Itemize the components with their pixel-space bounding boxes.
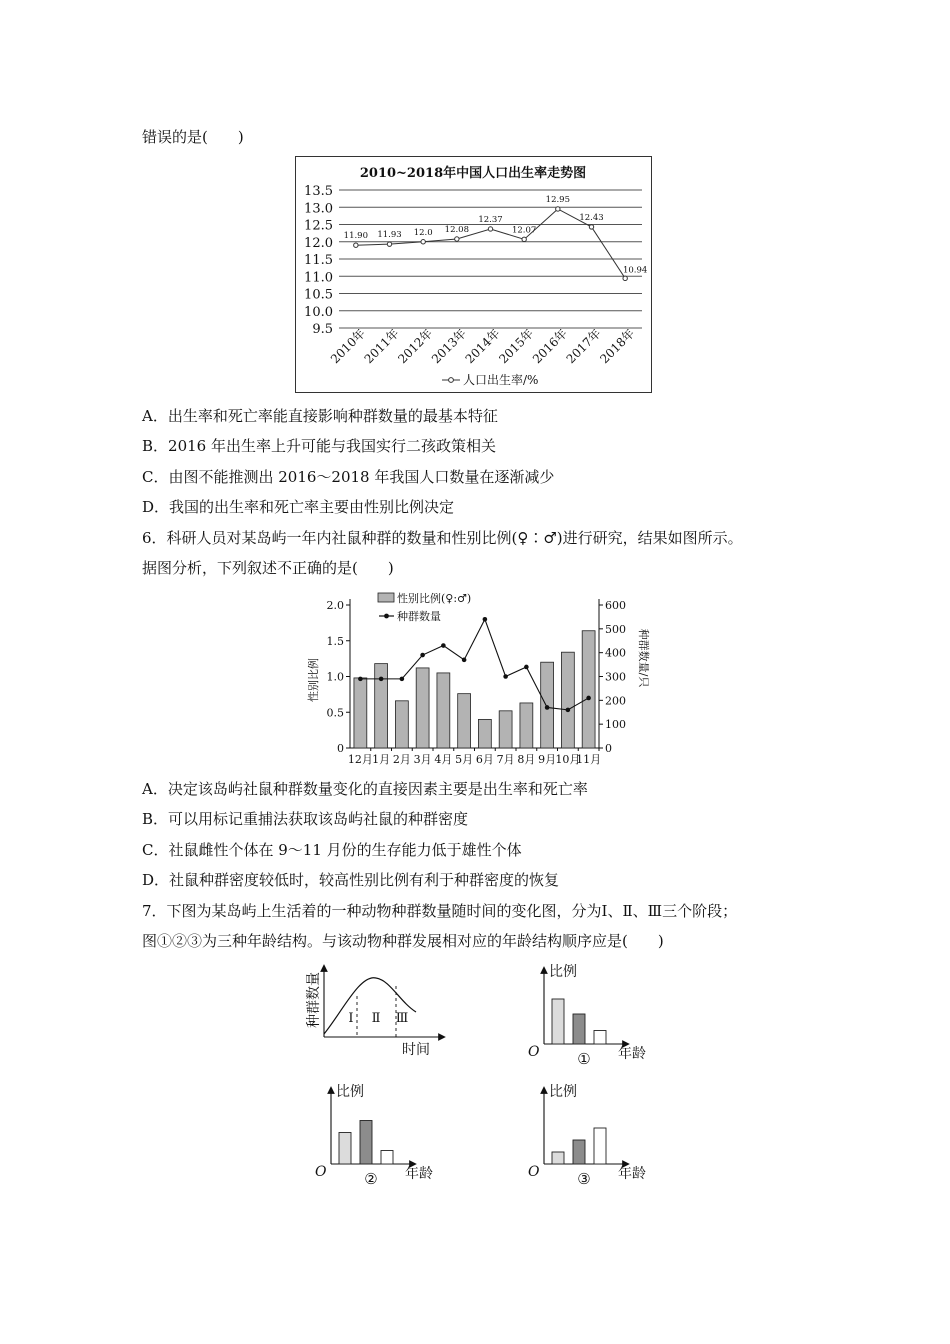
q5-option-b: B．2016 年出生率上升可能与我国实行二孩政策相关 <box>142 437 496 455</box>
y-tick-label: 13.0 <box>304 201 333 217</box>
data-point <box>387 242 391 246</box>
legend-bar-swatch <box>378 593 394 602</box>
population-point <box>586 696 591 701</box>
sex-ratio-bar <box>354 678 367 748</box>
y2-tick-label: 300 <box>605 670 626 684</box>
y-tick-label: 10.5 <box>304 287 333 303</box>
chart1-title: 2010~2018年中国人口出生率走势图 <box>359 166 587 181</box>
age-chart-label: ② <box>364 1170 378 1188</box>
origin-label: O <box>528 1044 540 1060</box>
stage-1-label: Ⅰ <box>348 1011 354 1026</box>
population-point <box>483 617 488 622</box>
chart2-legend-count: 种群数量 <box>397 610 441 623</box>
sex-ratio-bar <box>437 673 450 748</box>
data-point <box>421 240 425 244</box>
y-tick-label: 2.0 <box>326 599 344 612</box>
value-label: 12.37 <box>478 214 503 225</box>
age-group-bar <box>573 1014 585 1044</box>
x-tick-label: 8月 <box>517 753 536 766</box>
population-point <box>503 674 508 679</box>
y-tick-label: 9.5 <box>312 322 333 337</box>
x-tick-label: 2015年 <box>496 326 537 367</box>
age-xlabel: 年龄 <box>618 1166 646 1182</box>
y-tick-label: 0 <box>337 742 344 755</box>
age-xlabel: 年龄 <box>405 1166 433 1182</box>
stage-2-label: Ⅱ <box>371 1011 381 1026</box>
sex-ratio-bar <box>416 668 429 748</box>
curve-xlabel: 时间 <box>402 1042 430 1058</box>
age-group-bar <box>594 1031 606 1045</box>
data-point <box>522 237 526 241</box>
x-tick-label: 1月 <box>372 753 391 766</box>
value-label: 11.93 <box>377 230 402 241</box>
x-tick-label: 5月 <box>455 753 474 766</box>
q5-option-d: D．我国的出生率和死亡率主要由性别比例决定 <box>142 498 455 516</box>
y-tick-label: 12.0 <box>304 235 333 251</box>
origin-label: O <box>315 1164 327 1180</box>
q6-stem-line2: 据图分析，下列叙述不正确的是( ) <box>142 559 394 577</box>
x-tick-label: 2月 <box>392 753 411 766</box>
population-point <box>400 677 405 682</box>
value-label: 12.08 <box>444 224 470 235</box>
y-tick-label: 1.5 <box>326 634 344 648</box>
sex-ratio-bar <box>395 701 408 748</box>
data-point <box>455 237 459 241</box>
chart2-y2label: 种群数量/只 <box>637 628 650 688</box>
stage-3-label: Ⅲ <box>395 1011 409 1026</box>
x-tick-label: 2014年 <box>462 326 503 367</box>
q6-option-b: B．可以用标记重捕法获取该岛屿社鼠的种群密度 <box>142 810 469 828</box>
population-point <box>420 653 425 658</box>
x-tick-label: 12月 <box>347 753 373 766</box>
q6-option-c: C．社鼠雌性个体在 9～11 月份的生存能力低于雄性个体 <box>142 841 522 859</box>
value-label: 12.95 <box>545 194 571 205</box>
q7-stem-line1: 7．下图为某岛屿上生活着的一种动物种群数量随时间的变化图，分为Ⅰ、Ⅱ、Ⅲ三个阶段； <box>142 902 738 920</box>
sex-ratio-bar <box>520 703 533 748</box>
data-point <box>488 227 492 231</box>
x-tick-label: 6月 <box>475 753 494 766</box>
legend-dot-marker-icon <box>384 614 389 619</box>
y-tick-label: 10.0 <box>304 304 333 320</box>
sex-ratio-bar <box>458 694 471 748</box>
sex-ratio-bar <box>499 711 512 748</box>
chart2-ylabel: 性别比例 <box>307 658 320 702</box>
age-group-bar <box>381 1151 393 1165</box>
chart2-legend-ratio: 性别比例(♀:♂) <box>397 592 472 605</box>
chart2-legend <box>378 591 471 623</box>
curve-ylabel: 种群数量 <box>306 972 322 1028</box>
q7-stem-line2: 图①②③为三种年龄结构。与该动物种群发展相对应的年龄结构顺序应是( ) <box>142 932 664 950</box>
age-group-bar <box>552 999 564 1044</box>
sex-ratio-bar <box>582 631 595 748</box>
age-xlabel: 年龄 <box>618 1046 646 1062</box>
population-point <box>462 658 467 663</box>
intro-line: 错误的是( ) <box>142 128 244 146</box>
population-point <box>524 665 529 670</box>
q5-option-c: C．由图不能推测出 2016～2018 年我国人口数量在逐渐减少 <box>142 468 555 486</box>
y2-tick-label: 200 <box>605 694 626 708</box>
x-tick-label: 2010年 <box>327 326 368 367</box>
x-tick-label: 2018年 <box>597 326 638 367</box>
y2-tick-label: 100 <box>605 718 626 732</box>
age-chart-label: ① <box>577 1050 591 1068</box>
age-group-bar <box>360 1121 372 1165</box>
value-label: 11.90 <box>343 231 369 242</box>
value-label: 12.07 <box>511 225 537 236</box>
mouse-population-chart <box>302 588 648 770</box>
x-tick-label: 7月 <box>496 753 515 766</box>
y2-tick-label: 500 <box>605 622 626 636</box>
population-line <box>360 619 588 710</box>
data-point <box>354 243 358 247</box>
x-tick-label: 11月 <box>576 753 602 766</box>
age-ylabel: 比例 <box>336 1084 364 1100</box>
population-point <box>566 708 571 713</box>
age-group-bar <box>573 1140 585 1164</box>
value-label: 12.43 <box>579 212 604 223</box>
x-tick-label: 2017年 <box>563 326 604 367</box>
y2-tick-label: 0 <box>605 742 612 755</box>
age-group-bar <box>552 1152 564 1164</box>
data-point <box>589 225 593 229</box>
chart1-legend-label: 人口出生率/% <box>463 373 539 387</box>
population-point <box>379 677 384 682</box>
data-point <box>623 276 627 280</box>
birth-rate-chart <box>295 156 652 393</box>
population-point <box>358 677 363 682</box>
y-tick-label: 11.5 <box>304 253 333 268</box>
x-tick-label: 2013年 <box>428 326 469 367</box>
q6-stem-line1: 6．科研人员对某岛屿一年内社鼠种群的数量和性别比例(♀∶♂)进行研究，结果如图所示。 <box>142 529 743 547</box>
origin-label: O <box>528 1164 540 1180</box>
y-tick-label: 12.5 <box>304 218 333 234</box>
sex-ratio-bar <box>478 719 491 748</box>
age-structure-chart-1 <box>522 960 652 1068</box>
legend-marker-icon <box>449 378 454 383</box>
y2-tick-label: 600 <box>605 599 626 612</box>
x-tick-label: 2012年 <box>395 326 436 367</box>
y-tick-label: 0.5 <box>326 706 344 720</box>
x-tick-label: 2011年 <box>361 326 402 367</box>
age-ylabel: 比例 <box>549 1084 577 1100</box>
population-curve-diagram <box>302 960 452 1060</box>
sex-ratio-bar <box>561 652 574 748</box>
population-point <box>441 643 446 648</box>
y2-tick-label: 400 <box>605 646 626 660</box>
age-chart-label: ③ <box>577 1170 591 1188</box>
q6-option-d: D．社鼠种群密度较低时，较高性别比例有利于种群密度的恢复 <box>142 871 560 889</box>
x-tick-label: 9月 <box>538 753 557 766</box>
x-tick-label: 3月 <box>413 753 432 766</box>
x-tick-label: 2016年 <box>529 326 570 367</box>
y-tick-label: 13.5 <box>304 184 333 199</box>
y-tick-label: 11.0 <box>304 270 333 286</box>
q5-option-a: A．出生率和死亡率能直接影响种群数量的最基本特征 <box>142 407 498 425</box>
x-tick-label: 4月 <box>434 753 453 766</box>
age-group-bar <box>594 1128 606 1164</box>
y-tick-label: 1.0 <box>326 670 344 684</box>
q6-option-a: A．决定该岛屿社鼠种群数量变化的直接因素主要是出生率和死亡率 <box>142 780 588 798</box>
value-label: 12.0 <box>413 227 433 238</box>
value-label: 10.94 <box>622 265 648 276</box>
sex-ratio-bar <box>541 662 554 748</box>
age-structure-chart-3 <box>522 1080 652 1188</box>
sex-ratio-bar <box>375 664 388 748</box>
age-structure-chart-2 <box>309 1080 439 1188</box>
data-point <box>556 207 560 211</box>
age-ylabel: 比例 <box>549 964 577 980</box>
age-group-bar <box>339 1133 351 1165</box>
x-tick-label: 10月 <box>555 753 581 766</box>
population-point <box>545 705 550 710</box>
